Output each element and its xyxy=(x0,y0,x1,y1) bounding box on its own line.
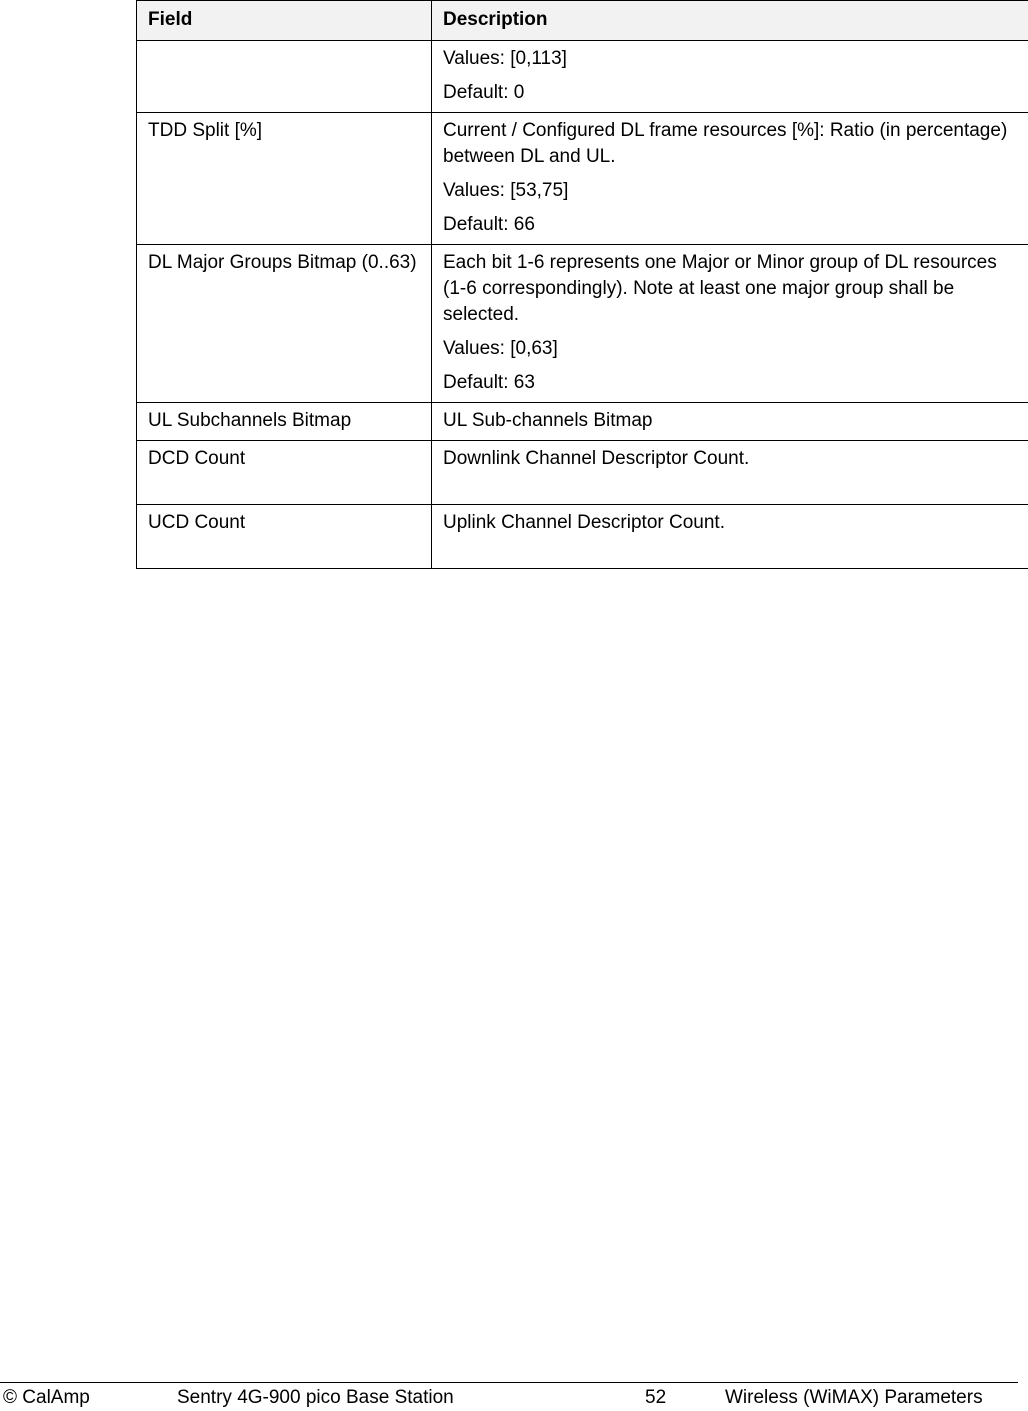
description-line: Values: [0,63] xyxy=(443,336,1018,362)
description-cell xyxy=(432,505,1028,569)
table-row xyxy=(137,403,1028,441)
description-cell xyxy=(432,441,1028,505)
field-cell: UL Subchannels Bitmap xyxy=(137,403,432,441)
footer-section-title: Wireless (WiMAX) Parameters xyxy=(725,1385,983,1411)
footer-product-name: Sentry 4G-900 pico Base Station xyxy=(177,1385,454,1411)
description-cell xyxy=(432,41,1028,113)
table-row xyxy=(137,441,1028,505)
description-line: Default: 66 xyxy=(443,212,1018,238)
description-line: Current / Configured DL frame resources [%]: Ratio (in percentage) between DL and UL. xyxy=(443,118,1018,170)
description-column-header: Description xyxy=(432,1,1028,41)
footer-copyright: © CalAmp xyxy=(3,1385,90,1411)
description-line: Default: 63 xyxy=(443,370,1018,396)
table-row xyxy=(137,113,1028,245)
description-line: Values: [53,75] xyxy=(443,178,1018,204)
description-line: Each bit 1-6 represents one Major or Minor group of DL resources (1-6 correspondingly). Note at least one major group shall be selected. xyxy=(443,250,1018,328)
description-cell xyxy=(432,113,1028,245)
description-cell xyxy=(432,245,1028,403)
table-row xyxy=(137,505,1028,569)
field-cell: DL Major Groups Bitmap (0..63) xyxy=(137,245,432,403)
description-line: Values: [0,113] xyxy=(443,46,1018,72)
page-footer xyxy=(0,1382,1018,1383)
field-cell: TDD Split [%] xyxy=(137,113,432,245)
field-cell xyxy=(137,41,432,113)
table-row xyxy=(137,245,1028,403)
field-cell: DCD Count xyxy=(137,441,432,505)
parameters-table xyxy=(136,0,1028,569)
field-cell: UCD Count xyxy=(137,505,432,569)
description-line: Default: 0 xyxy=(443,80,1018,106)
description-line: Uplink Channel Descriptor Count. xyxy=(443,510,1018,536)
description-line: Downlink Channel Descriptor Count. xyxy=(443,446,1018,472)
table-header-row xyxy=(137,1,1028,41)
description-cell xyxy=(432,403,1028,441)
description-line: UL Sub-channels Bitmap xyxy=(443,408,1018,434)
table-row xyxy=(137,41,1028,113)
footer-page-number: 52 xyxy=(645,1385,666,1411)
field-column-header: Field xyxy=(137,1,432,41)
